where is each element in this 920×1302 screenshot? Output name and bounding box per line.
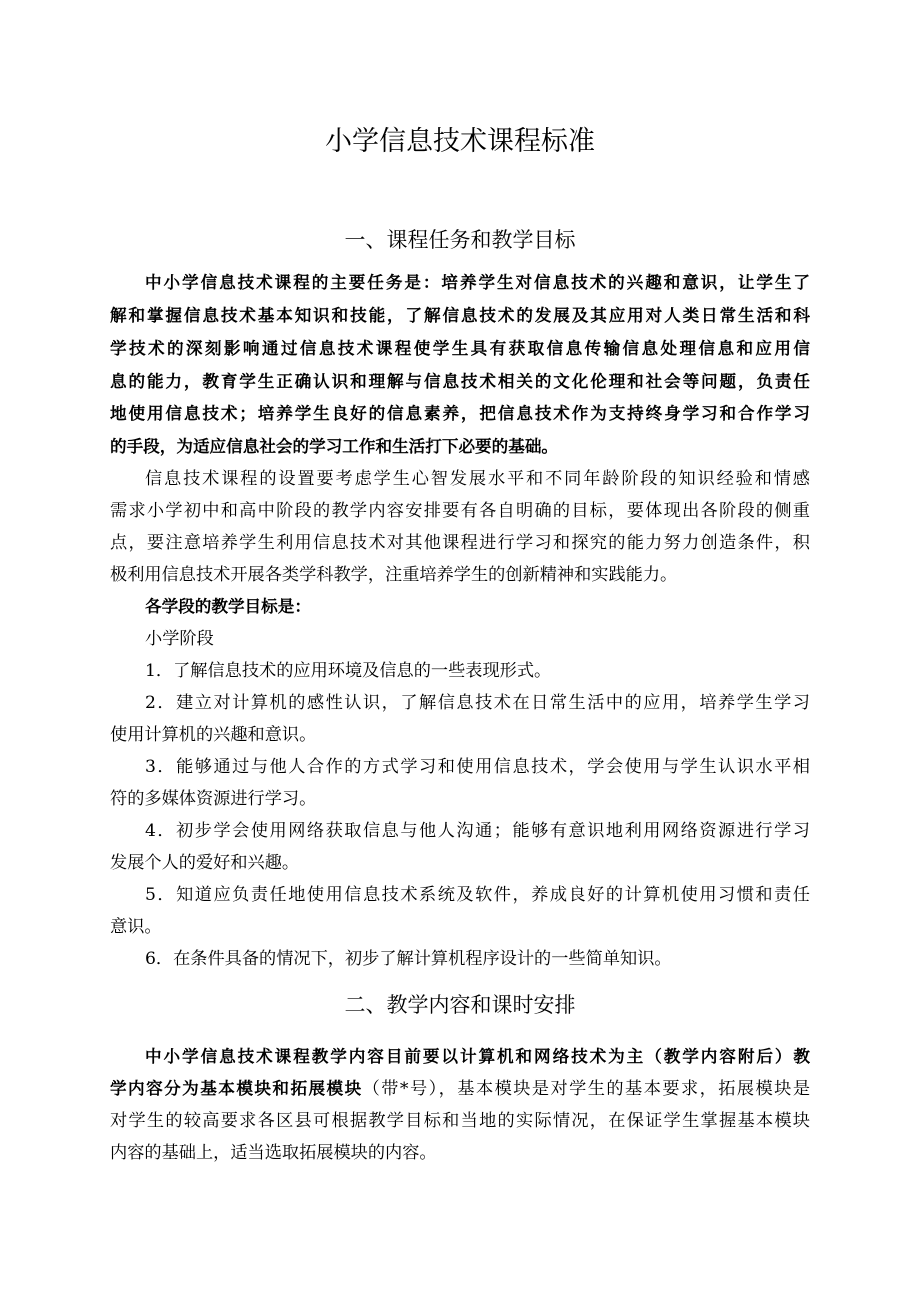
goal-item-2: 2．建立对计算机的感性认识，了解信息技术在日常生活中的应用，培养学生学习 <box>145 693 810 713</box>
para3-line-2-bold: 学内容分为基本模块和拓展模块 <box>110 1079 363 1098</box>
goals-label: 各学段的教学目标是： <box>145 597 311 616</box>
para2-line-2: 需求小学初中和高中阶段的教学内容安排要有各自明确的目标，要体现出各阶段的侧重 <box>110 501 810 521</box>
para1-line-3: 学技术的深刻影响通过信息技术课程使学生具有获取信息传输信息处理信息和应用信 <box>110 339 810 358</box>
para2-line-4: 极利用信息技术开展各类学科教学，注重培养学生的创新精神和实践能力。 <box>110 565 678 585</box>
goal-item-4-cont: 发展个人的爱好和兴趣。 <box>110 853 300 873</box>
para3-line-4: 内容的基础上，适当选取拓展模块的内容。 <box>110 1143 437 1163</box>
section-heading-1: 一、课程任务和教学目标 <box>344 228 576 252</box>
para1-line-1: 中小学信息技术课程的主要任务是：培养学生对信息技术的兴趣和意识，让学生了 <box>145 273 810 292</box>
para1-line-4: 息的能力，教育学生正确认识和理解与信息技术相关的文化伦理和社会等问题，负责任 <box>110 372 810 391</box>
goal-item-2-cont: 使用计算机的兴趣和意识。 <box>110 725 317 745</box>
section-heading-2: 二、教学内容和课时安排 <box>344 993 576 1017</box>
para3-line-2-rest: （带*号），基本模块是对学生的基本要求，拓展模块是 <box>362 1079 811 1099</box>
page-title: 小学信息技术课程标准 <box>325 126 595 157</box>
goal-item-3: 3．能够通过与他人合作的方式学习和使用信息技术，学会使用与学生认识水平相 <box>145 757 810 777</box>
para3-line-2 <box>110 1076 810 1102</box>
goal-item-3-cont: 符的多媒体资源进行学习。 <box>110 789 317 809</box>
para3-line-3: 对学生的较高要求各区县可根据教学目标和当地的实际情况，在保证学生掌握基本模块 <box>110 1111 810 1131</box>
goal-item-4: 4．初步学会使用网络获取信息与他人沟通；能够有意识地利用网络资源进行学习 <box>145 821 810 841</box>
para1-line-2: 解和掌握信息技术基本知识和技能，了解信息技术的发展及其应用对人类日常生活和科 <box>110 306 810 325</box>
goal-item-1: 1．了解信息技术的应用环境及信息的一些表现形式。 <box>145 661 552 681</box>
para2-line-3: 点，要注意培养学生利用信息技术对其他课程进行学习和探究的能力努力创造条件，积 <box>110 533 810 553</box>
goal-item-5-cont: 意识。 <box>110 917 162 937</box>
para1-line-5: 地使用信息技术；培养学生良好的信息素养，把信息技术作为支持终身学习和合作学习 <box>110 404 810 423</box>
para3-line-1: 中小学信息技术课程教学内容目前要以计算机和网络技术为主（教学内容附后）教 <box>145 1047 810 1066</box>
goal-item-5: 5．知道应负责任地使用信息技术系统及软件，养成良好的计算机使用习惯和责任 <box>145 885 810 905</box>
goal-item-6: 6．在条件具备的情况下，初步了解计算机程序设计的一些简单知识。 <box>145 949 672 969</box>
para2-line-1: 信息技术课程的设置要考虑学生心智发展水平和不同年龄阶段的知识经验和情感 <box>145 469 810 489</box>
stage-label: 小学阶段 <box>145 629 214 649</box>
para1-line-6: 的手段，为适应信息社会的学习工作和生活打下必要的基础。 <box>110 437 559 456</box>
